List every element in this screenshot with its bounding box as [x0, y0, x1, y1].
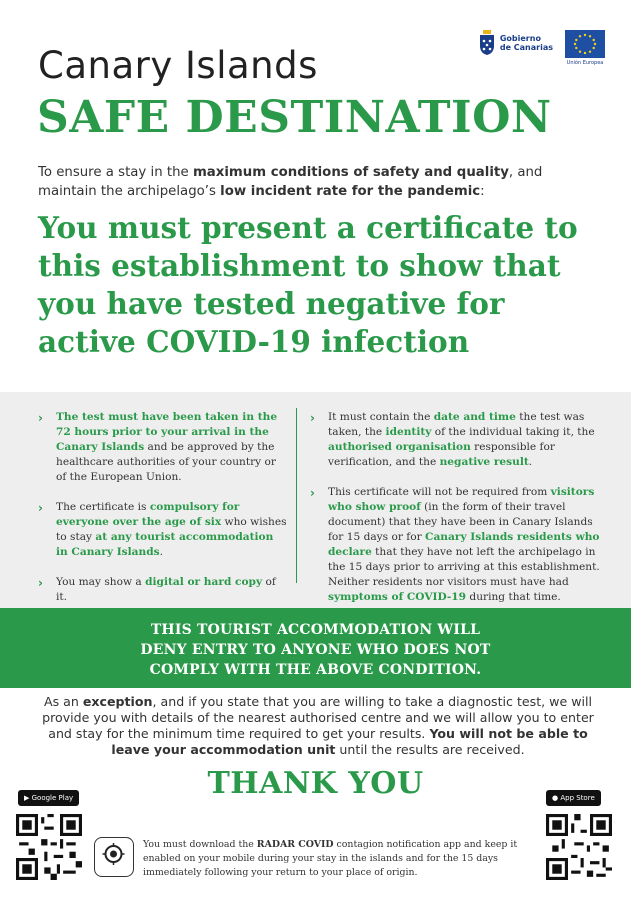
eu-logo: [565, 30, 605, 66]
column-divider: [296, 408, 297, 583]
logo-eu-label: Unión Europea: [566, 60, 604, 66]
title-canary-islands: Canary Islands: [38, 44, 318, 87]
list-item: › This certificate will not be required from visitors who show proof (in the form of their travel document) that they have been in Canary Islands for 15 days or for Canary Islands residents who declare that they have not left the archipelago in the 15 days prior to arriving at this establishment. Neither residents nor visitors must have had symptoms of COVID-19 during that time.: [310, 486, 600, 603]
headline: You must present a certificate to this establishment to show that you have tested negative for active COVID-19 infection: [38, 210, 578, 359]
banner-line1: THIS TOURIST ACCOMMODATION WILL: [150, 622, 481, 638]
radar-covid-app-icon: [94, 837, 134, 877]
chevron-right-icon: ›: [310, 411, 315, 425]
intro-text: To ensure a stay in the maximum conditions of safety and quality, and maintain the archipelago’s low incident rate for the pandemic:: [38, 165, 543, 199]
title-safe-destination: SAFE DESTINATION: [37, 92, 552, 143]
app-store-qr-code[interactable]: [546, 814, 612, 880]
list-item: › The certificate is compulsory for everyone over the age of six who wishes to stay at any tourist accommodation in Canary Islands.: [38, 501, 287, 558]
app-store-badge[interactable]: ● App Store: [546, 790, 601, 806]
list-item: › It must contain the date and time the test was taken, the identity of the individual taking it, the authorised organisation responsible for verification, and the negative result.: [310, 411, 595, 468]
radar-covid-instructions: You must download the RADAR COVID contagion notification app and keep it enabled on your mobile during your stay in the islands and for the 15 days immediately following your return to your place of origin.: [143, 839, 518, 878]
chevron-right-icon: ›: [38, 501, 43, 515]
logo-gc-line1: Gobierno: [499, 34, 541, 43]
banner-line2: DENY ENTRY TO ANYONE WHO DOES NOT: [140, 642, 491, 658]
exception-text: As an exception, and if you state that you are willing to take a diagnostic test, we will provide you with details of the nearest authorised centre and we will allow you to enter and stay for the minimum time required to get your results. You will not be able to leave your accommodation unit until the results are received.: [42, 694, 594, 757]
banner-line3: COMPLY WITH THE ABOVE CONDITION.: [149, 662, 482, 678]
requirements-right-column: [310, 410, 610, 620]
eu-flag-icon: [565, 30, 605, 58]
google-play-qr-code[interactable]: [16, 814, 82, 880]
canarias-crest-icon: [478, 30, 496, 56]
google-play-badge[interactable]: ▶ Google Play: [18, 790, 79, 806]
play-icon: ▶: [24, 794, 30, 802]
requirements-left-column: [38, 410, 288, 620]
logos: [478, 30, 605, 66]
chevron-right-icon: ›: [38, 411, 43, 425]
apple-icon: ●: [552, 794, 559, 802]
logo-gc-line2: de Canarias: [499, 43, 553, 52]
chevron-right-icon: ›: [310, 486, 315, 500]
list-item: › You may show a digital or hard copy of it.: [38, 576, 276, 603]
deny-entry-banner: [0, 608, 631, 688]
chevron-right-icon: ›: [38, 576, 43, 590]
list-item: › The test must have been taken in the 72 hours prior to your arrival in the Canary Islands and be approved by the healthcare authorities of your country or of the European Union.: [38, 411, 278, 483]
gobierno-canarias-logo: [478, 30, 553, 56]
thank-you-heading: THANK YOU: [207, 766, 424, 801]
